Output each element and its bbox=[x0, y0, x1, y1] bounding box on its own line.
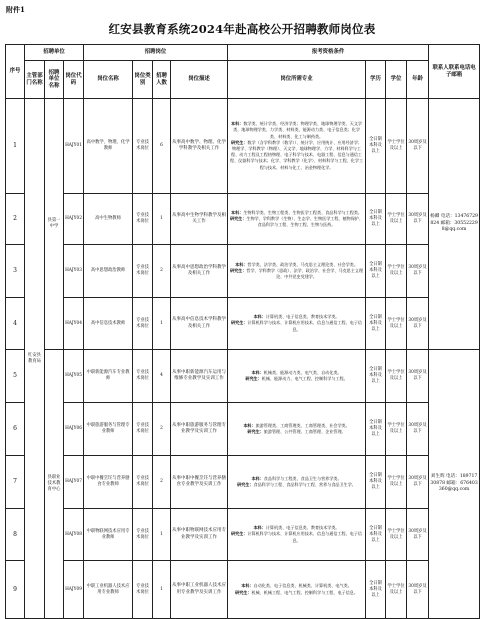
post-name: 中职旅游服务与管理专业教师 bbox=[84, 403, 133, 456]
row-number: 3 bbox=[6, 245, 25, 298]
header-dept: 主管部门名称 bbox=[25, 61, 45, 99]
major-requirements bbox=[228, 561, 366, 619]
degree-requirement: 学士学位及以上 bbox=[386, 298, 407, 350]
degree-requirement: 学士学位及以上 bbox=[386, 350, 407, 403]
header-post-group: 招聘岗位 bbox=[84, 45, 228, 61]
edu-requirement: 全日制本科及以上 bbox=[366, 350, 386, 403]
table-row bbox=[6, 403, 480, 456]
row-number: 5 bbox=[6, 350, 25, 403]
postgrad-label: 研究生： bbox=[247, 429, 264, 434]
post-count: 1 bbox=[153, 298, 171, 350]
header-age: 年龄 bbox=[407, 61, 429, 99]
undergrad-label: 本科： bbox=[235, 261, 248, 267]
edu-requirement: 全日制本科及以上 bbox=[366, 298, 386, 350]
undergrad-label: 本科： bbox=[241, 583, 254, 589]
post-count: 1 bbox=[153, 561, 171, 619]
post-desc: 从事中职物联网技术应用专业教学及实训工作 bbox=[171, 509, 228, 561]
postgrad-majors: 计算机科学与技术、计算机应用技术、信息与通信工程、电子信息。 bbox=[247, 320, 363, 332]
age-requirement: 30周岁及以下 bbox=[407, 456, 429, 509]
header-unit-name: 招聘单位名称 bbox=[45, 61, 64, 99]
post-name: 高中数学、物理、化学教师 bbox=[84, 99, 133, 194]
postgrad-majors: 旅游管理、公共管理、工商管理、企业管理。 bbox=[263, 429, 346, 434]
postgrad-label: 研究生： bbox=[231, 320, 248, 326]
age-requirement: 30周岁及以下 bbox=[407, 99, 429, 194]
edu-requirement: 全日制本科及以上 bbox=[366, 456, 386, 509]
table-row bbox=[6, 99, 480, 194]
undergrad-label: 本科： bbox=[251, 369, 264, 375]
post-code: HAJY08 bbox=[64, 509, 84, 561]
contact-b: 刘生辉 电话：18971730878 邮箱：676403360@qq.com bbox=[429, 350, 480, 619]
post-type: 专业技术岗位 bbox=[133, 561, 153, 619]
postgrad-majors: 计算机科学与技术、计算机应用技术、信息与通信工程、电子信息。 bbox=[247, 531, 363, 543]
postgrad-majors: 哲学、学科教学（思政）、法学、政治学、社会学、马克思主义理论、中共党史党建学。 bbox=[246, 267, 364, 280]
header-post-name: 岗位名称 bbox=[84, 61, 133, 99]
header-edu: 学历 bbox=[366, 61, 386, 99]
post-count: 1 bbox=[153, 194, 171, 245]
edu-requirement: 全日制本科及以上 bbox=[366, 561, 386, 619]
major-requirements bbox=[228, 245, 366, 298]
header-count: 招聘人数 bbox=[153, 61, 171, 99]
post-desc: 从事中职旅游服务与管理专业教学及实训工作 bbox=[171, 403, 228, 456]
post-desc: 从事高中数学、物理、化学学科教学及相关工作 bbox=[171, 99, 228, 194]
postgrad-majors: 食品科学与工程、食品科学与工程、营养与食品卫生学。 bbox=[253, 482, 356, 487]
postgrad-majors: 生物学、学科教学（生物）、生态学、生物医学工程、植物保护、食品科学与工程、生物工程、生物与医药。 bbox=[246, 215, 364, 228]
edu-requirement: 全日制本科及以上 bbox=[366, 194, 386, 245]
row-number: 7 bbox=[6, 456, 25, 509]
post-desc: 从事高中思想政治学科教学及相关工作 bbox=[171, 245, 228, 298]
degree-requirement: 学士学位及以上 bbox=[386, 99, 407, 194]
age-requirement: 30周岁及以下 bbox=[407, 245, 429, 298]
age-requirement: 30周岁及以下 bbox=[407, 350, 429, 403]
table-row bbox=[6, 350, 480, 403]
row-number: 4 bbox=[6, 298, 25, 350]
header-seq: 序号 bbox=[6, 45, 25, 99]
undergrad-majors: 机械类、能源动力类、电气类、自动化类。 bbox=[263, 369, 342, 375]
major-requirements bbox=[228, 194, 366, 245]
age-requirement: 30周岁及以下 bbox=[407, 194, 429, 245]
header-unit-group: 招聘单位 bbox=[25, 45, 84, 61]
major-requirements bbox=[228, 509, 366, 561]
undergrad-majors: 生物科学类、生物工程类、生物医学工程类、食品科学与工程类。 bbox=[243, 209, 363, 215]
post-type: 专业技术岗位 bbox=[133, 245, 153, 298]
post-name: 中职工业机器人技术应用专业教师 bbox=[84, 561, 133, 619]
post-name: 高中生物教师 bbox=[84, 194, 133, 245]
post-desc: 从事高中生物学科教学及相关工作 bbox=[171, 194, 228, 245]
post-desc: 从事中职工业机器人技术应用专业教学及实训工作 bbox=[171, 561, 228, 619]
undergrad-label: 本科： bbox=[253, 525, 266, 531]
post-count: 6 bbox=[153, 99, 171, 194]
post-name: 高中思想政治教师 bbox=[84, 245, 133, 298]
postgrad-label: 研究生： bbox=[230, 267, 247, 273]
postgrad-label: 研究生： bbox=[237, 482, 254, 487]
post-code: HAJY07 bbox=[64, 456, 84, 509]
header-desc: 岗位描述 bbox=[171, 61, 228, 99]
post-name: 中职物联网技术应用专业教师 bbox=[84, 509, 133, 561]
undergrad-majors: 计算机类、电子信息类、教育技术学类。 bbox=[265, 525, 340, 531]
post-type: 专业技术岗位 bbox=[133, 350, 153, 403]
post-code: HAJY03 bbox=[64, 245, 84, 298]
post-type: 专业技术岗位 bbox=[133, 509, 153, 561]
age-requirement: 30周岁及以下 bbox=[407, 509, 429, 561]
postgrad-majors: 机械、机械工程、电气工程、控制科学与工程、电子信息。 bbox=[251, 589, 358, 595]
job-table bbox=[5, 44, 480, 619]
edu-requirement: 全日制本科及以上 bbox=[366, 245, 386, 298]
undergrad-majors: 计算机类、电子信息类、教育技术学类。 bbox=[265, 314, 340, 320]
major-requirements bbox=[228, 456, 366, 509]
edu-requirement: 全日制本科及以上 bbox=[366, 509, 386, 561]
post-count: 2 bbox=[153, 456, 171, 509]
postgrad-majors: 机械、能源动力、电气工程、控制科学与工程。 bbox=[261, 376, 348, 381]
post-type: 专业技术岗位 bbox=[133, 194, 153, 245]
post-code: HAJY04 bbox=[64, 298, 84, 350]
contact-a: 杨卿 电话：13476729824 邮箱：305522298@qq.com bbox=[429, 99, 480, 350]
postgrad-label: 研究生： bbox=[235, 589, 252, 595]
post-desc: 从事高中信息技术学科教学及相关工作 bbox=[171, 298, 228, 350]
post-type: 专业技术岗位 bbox=[133, 403, 153, 456]
row-number: 1 bbox=[6, 99, 25, 194]
post-code: HAJY02 bbox=[64, 194, 84, 245]
postgrad-label: 研究生： bbox=[231, 531, 248, 537]
header-post-type: 岗位类别 bbox=[133, 61, 153, 99]
post-desc: 从事中职中餐烹饪与营养膳食专业教学及实训工作 bbox=[171, 456, 228, 509]
undergrad-majors: 旅游管理类、工商管理类、工商管理类、社会学类。 bbox=[255, 422, 350, 428]
major-requirements bbox=[228, 350, 366, 403]
degree-requirement: 学士学位及以上 bbox=[386, 194, 407, 245]
post-type: 专业技术岗位 bbox=[133, 298, 153, 350]
header-code: 岗位代码 bbox=[64, 61, 84, 99]
table-row bbox=[6, 245, 480, 298]
header-major: 岗位所需专业 bbox=[228, 61, 366, 99]
post-type: 专业技术岗位 bbox=[133, 99, 153, 194]
table-row bbox=[6, 561, 480, 619]
attachment-tag: 附件1 bbox=[6, 5, 25, 14]
undergrad-label: 本科： bbox=[231, 121, 244, 127]
table-row bbox=[6, 194, 480, 245]
postgrad-label: 研究生： bbox=[231, 139, 248, 145]
post-name: 高中信息技术教师 bbox=[84, 298, 133, 350]
undergrad-majors: 哲学类、法学类、政治学类、马克思主义理论类、社会学类。 bbox=[247, 261, 358, 267]
post-code: HAJY01 bbox=[64, 99, 84, 194]
undergrad-majors: 食品科学与工程类、食品卫生与营养学类。 bbox=[263, 475, 342, 481]
undergrad-label: 本科： bbox=[251, 475, 264, 481]
unit-name-a: 县第一中学 bbox=[45, 99, 64, 350]
postgrad-majors: 数学（含学科教学（数学））、统计学、应用统计、应用经济学；物理学、学科教学（物理）、天文学、地球物理学、力学、材料科学与工程、动力工程及工程热物理、电子科学与技术、电器工程、信息与通信工程、仪器科学与技术；化学、学科教学（化学）、材料科学与工程、化学工程与技术、材料与化工、冶金物理化学。 bbox=[230, 139, 364, 170]
row-number: 6 bbox=[6, 403, 25, 456]
post-desc: 从事中职新能源汽车运用与维修专业教学及实训工作 bbox=[171, 350, 228, 403]
table-row bbox=[6, 509, 480, 561]
age-requirement: 30周岁及以下 bbox=[407, 298, 429, 350]
row-number: 9 bbox=[6, 561, 25, 619]
header-contact: 联系人联系电话电子邮箱 bbox=[429, 45, 480, 99]
table-row bbox=[6, 298, 480, 350]
post-count: 4 bbox=[153, 350, 171, 403]
undergrad-label: 本科： bbox=[243, 422, 256, 428]
undergrad-label: 本科： bbox=[231, 209, 244, 215]
undergrad-majors: 自动化类、电子信息类、机械类、计算机类、电气类。 bbox=[253, 583, 352, 589]
header-degree: 学位 bbox=[386, 61, 407, 99]
major-requirements bbox=[228, 99, 366, 194]
edu-requirement: 全日制本科及以上 bbox=[366, 403, 386, 456]
age-requirement: 30周岁及以下 bbox=[407, 403, 429, 456]
age-requirement: 30周岁及以下 bbox=[407, 561, 429, 619]
row-number: 8 bbox=[6, 509, 25, 561]
edu-requirement: 全日制本科及以上 bbox=[366, 99, 386, 194]
post-code: HAJY05 bbox=[64, 350, 84, 403]
degree-requirement: 学士学位及以上 bbox=[386, 456, 407, 509]
degree-requirement: 学士学位及以上 bbox=[386, 561, 407, 619]
undergrad-label: 本科： bbox=[253, 314, 266, 320]
post-type: 专业技术岗位 bbox=[133, 456, 153, 509]
post-count: 1 bbox=[153, 509, 171, 561]
post-count: 2 bbox=[153, 245, 171, 298]
post-count: 2 bbox=[153, 403, 171, 456]
degree-requirement: 学士学位及以上 bbox=[386, 403, 407, 456]
page-title: 红安县教育系统2024年赴高校公开招聘教师岗位表 bbox=[108, 22, 376, 36]
degree-requirement: 学士学位及以上 bbox=[386, 509, 407, 561]
major-requirements bbox=[228, 298, 366, 350]
table-row bbox=[6, 456, 480, 509]
post-code: HAJY09 bbox=[64, 561, 84, 619]
dept-name: 红安县教育局 bbox=[25, 99, 45, 619]
header-cond-group: 报考资格条件 bbox=[228, 45, 429, 61]
degree-requirement: 学士学位及以上 bbox=[386, 245, 407, 298]
major-requirements bbox=[228, 403, 366, 456]
postgrad-label: 研究生： bbox=[245, 376, 262, 381]
post-code: HAJY06 bbox=[64, 403, 84, 456]
post-name: 中职中餐烹饪与营养膳食专业教师 bbox=[84, 456, 133, 509]
row-number: 2 bbox=[6, 194, 25, 245]
undergrad-majors: 数学类、统计学类、经济学类；物理学类、地球物理学类、天文学类、地球物理学类、力学类、材料类、能源动力类、电子信息类；化学类、材料类、化工与制药类。 bbox=[233, 121, 363, 139]
unit-name-b: 县职业技术教育中心 bbox=[45, 350, 64, 619]
post-name: 中职新能源汽车专业教师 bbox=[84, 350, 133, 403]
postgrad-label: 研究生： bbox=[230, 215, 247, 221]
